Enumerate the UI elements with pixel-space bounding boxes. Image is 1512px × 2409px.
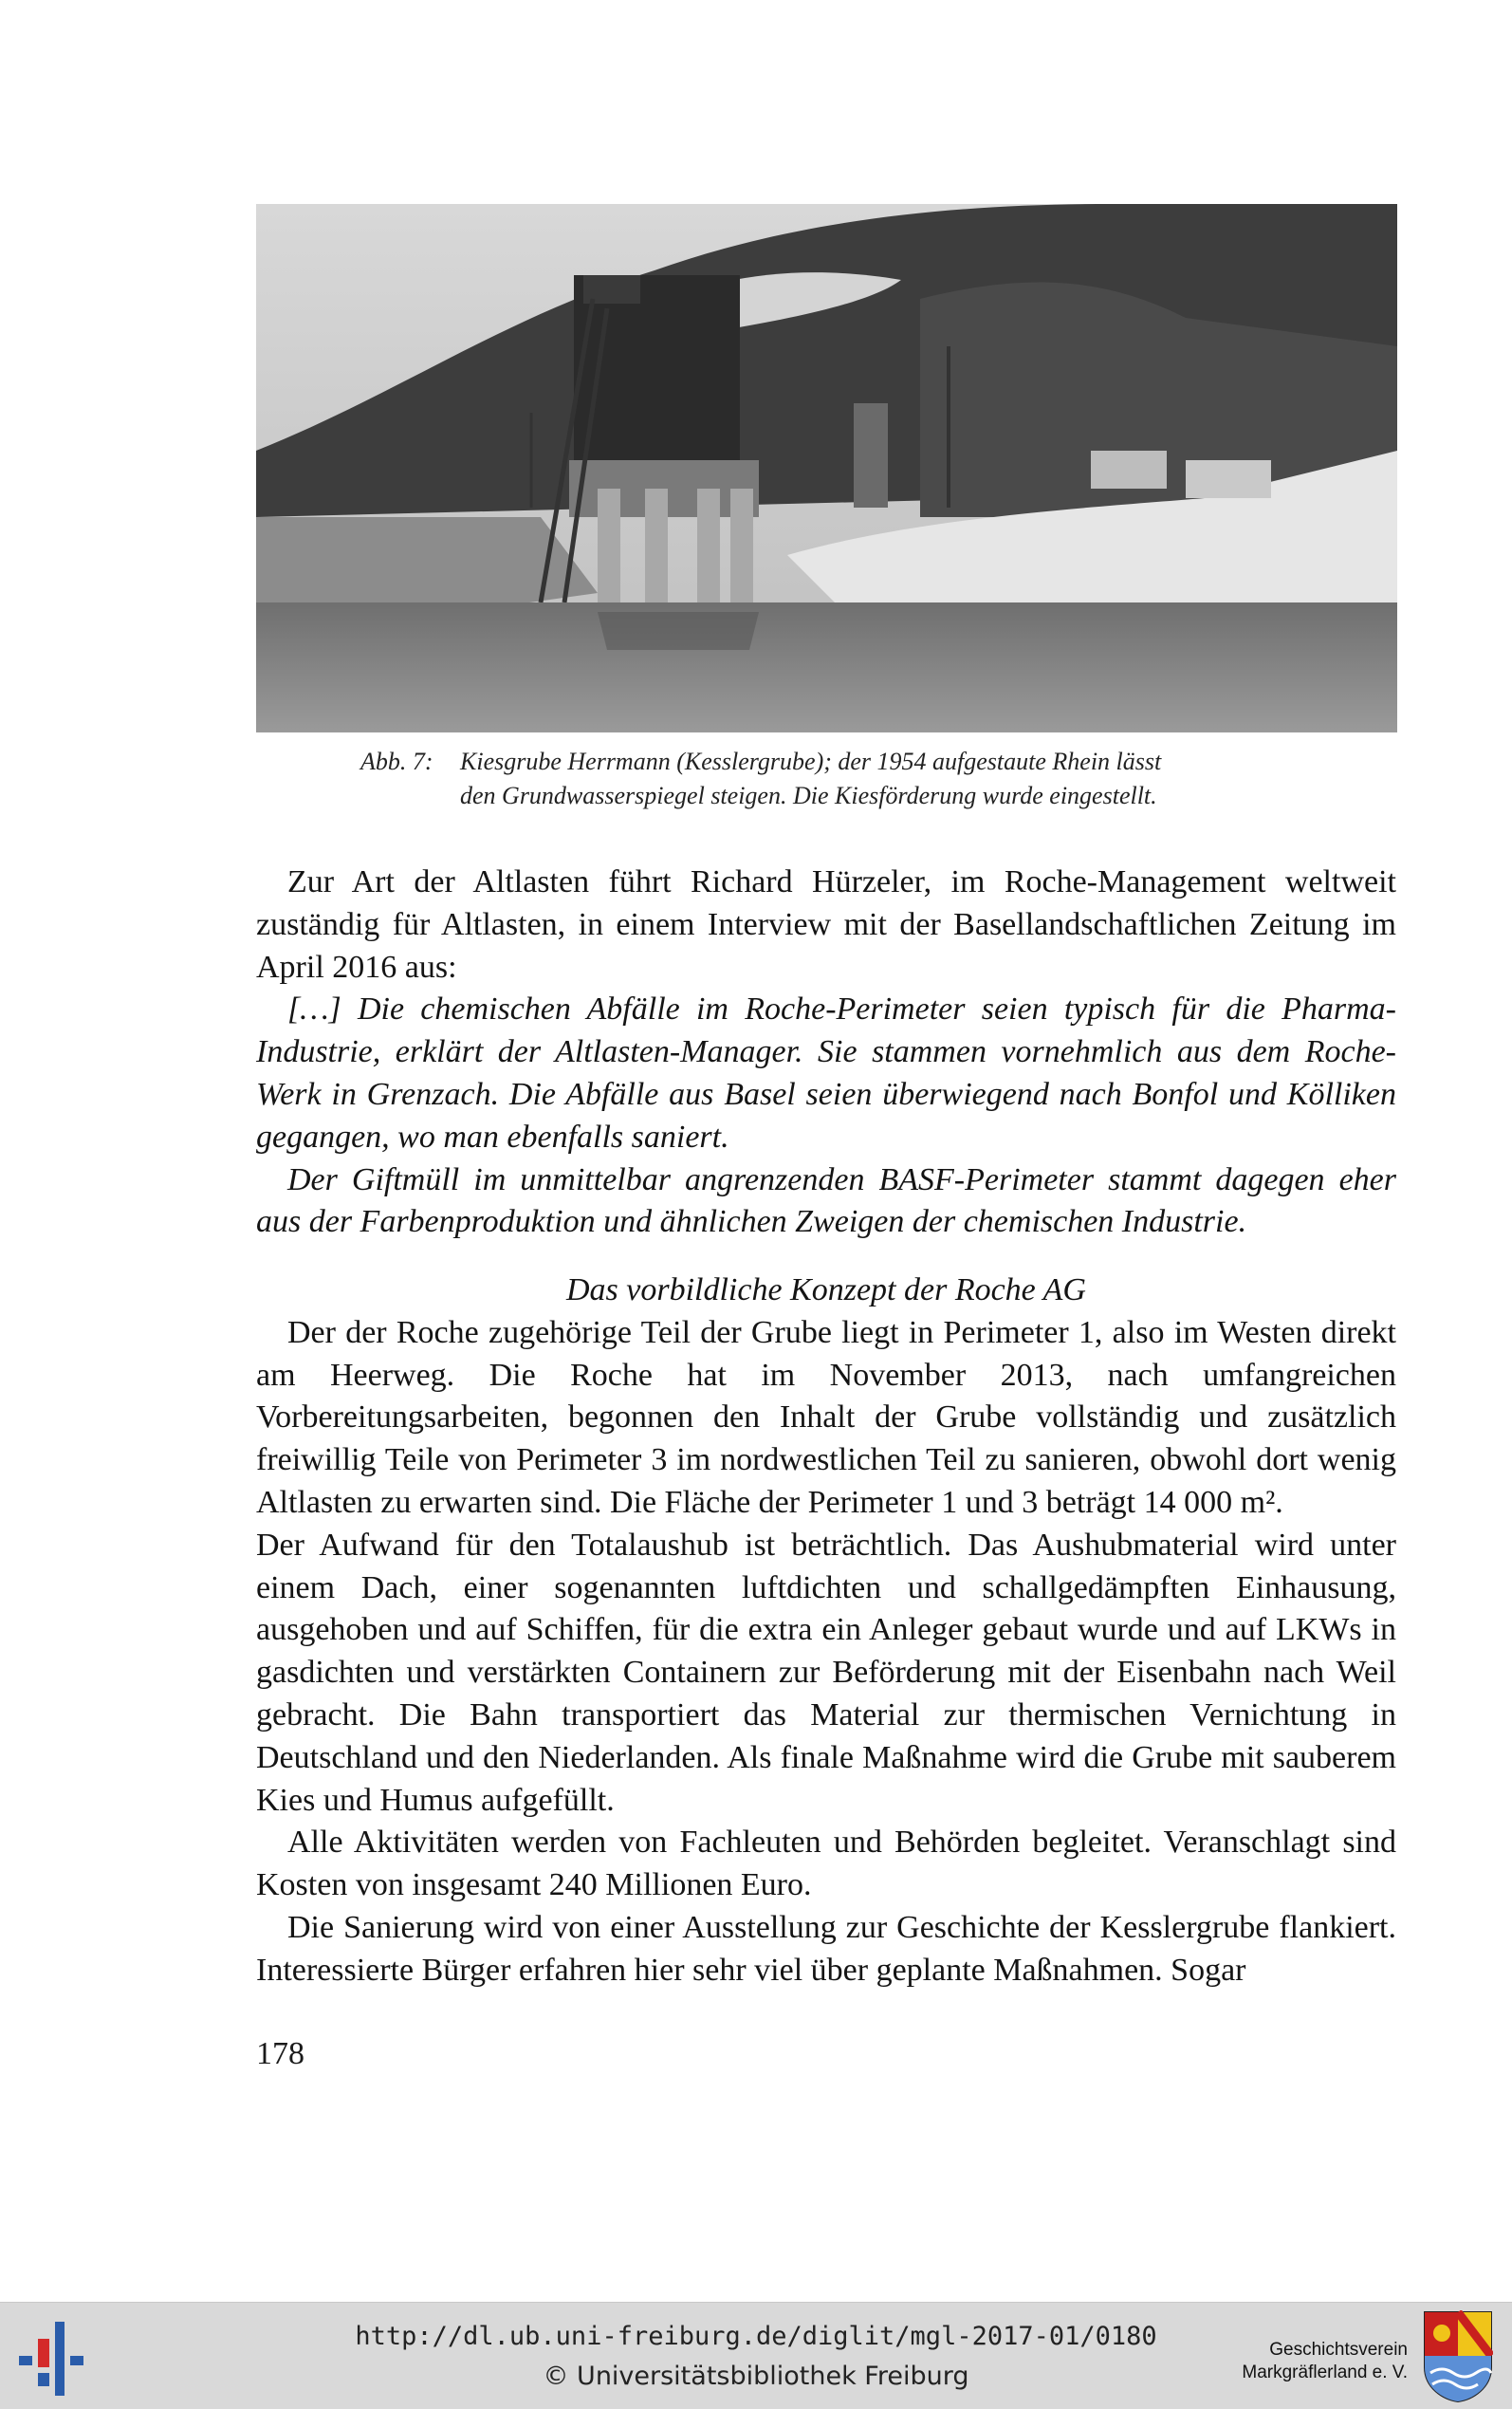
section-paragraph: Der der Roche zugehörige Teil der Grube liegt in Perimeter 1, also im Westen direkt am Heerweg. Die Roche hat im November 2013, nach umfangreichen Vorbereitungsarbeiten, begonnen den Inhalt der Grube vollständig und zusätzlich freiwillig Teile von Perimeter 3 im nordwestlichen Teil zu sanieren, obwohl dort wenig Altlasten zu erwarten sind. Die Fläche der Perimeter 1 und 3 beträgt 14 000 m². xyxy=(256,1314,1396,1520)
page-number: 178 xyxy=(256,2036,304,2071)
verein-line-1: Geschichtsverein xyxy=(1269,2340,1408,2360)
paragraph-intro: Zur Art der Altlasten führt Richard Hürzeler, im Roche-Management weltweit zuständig für Altlasten, in einem Interview mit der Basellandschaftlichen Zeitung im April 2016 aus: xyxy=(256,864,1396,985)
caption-line-1: Kiesgrube Herrmann (Kesslergrube); der 1954 aufgestaute Rhein lässt xyxy=(460,748,1162,775)
caption-line-2: den Grundwasserspiegel steigen. Die Kiesförderung wurde eingestellt. xyxy=(460,782,1157,809)
paragraph-quote-1: […] Die chemischen Abfälle im Roche-Perimeter seien typisch für die Pharma-Industrie, erklärt der Altlasten-Manager. Sie stammen vornehmlich aus dem Roche-Werk in Grenzach. Die Abfälle aus Basel seien überwiegend nach Bonfol und Kölliken gegangen, wo man ebenfalls saniert. xyxy=(256,991,1396,1155)
section-text-block xyxy=(256,1269,1396,1992)
section-paragraph: Alle Aktivitäten werden von Fachleuten und Behörden begleitet. Veranschlagt sind Kosten von insgesamt 240 Millionen Euro. xyxy=(256,1825,1396,1903)
intro-text-block xyxy=(256,862,1396,1244)
footer-bar xyxy=(0,2302,1512,2409)
section-paragraph: Der Aufwand für den Totalaushub ist beträchtlich. Das Aushubmaterial wird unter einem Dach, einer sogenannten luftdichten und schallgedämpften Einhausung, ausgehoben und auf Schiffen, für die extra ein Anleger gebaut wurde und auf LKWs in gasdichten und verstärkten Containern zur Beförderung mit der Eisenbahn nach Weil gebracht. Die Bahn transportiert das Material zur thermischen Vernichtung in Deutschland und den Niederlanden. Als finale Maßnahme wird die Grube mit sauberem Kies und Humus aufgefüllt. xyxy=(256,1527,1396,1818)
section-heading: Das vorbildliche Konzept der Roche AG xyxy=(565,1272,1086,1307)
footer-copyright: © Universitätsbibliothek Freiburg xyxy=(543,2362,969,2391)
caption-label: Abb. 7: xyxy=(360,748,433,775)
coat-of-arms-icon xyxy=(1423,2310,1493,2403)
gravel-pit-photo xyxy=(256,204,1397,732)
section-paragraph: Die Sanierung wird von einer Ausstellung zur Geschichte der Kesslergrube flankiert. Interessierte Bürger erfahren hier sehr viel über geplante Maßnahmen. Sogar xyxy=(256,1909,1396,1988)
verein-line-2: Markgräflerland e. V. xyxy=(1242,2363,1408,2382)
verein-name xyxy=(1218,2339,1408,2384)
figure-photo xyxy=(256,204,1397,732)
footer-url-link[interactable]: http://dl.ub.uni-freiburg.de/diglit/mgl-2017-01/0180 xyxy=(355,2322,1157,2351)
figure-caption xyxy=(360,745,1309,813)
paragraph-quote-2: Der Giftmüll im unmittelbar angrenzenden BASF-Perimeter stammt dagegen eher aus der Farbenproduktion und ähnlichen Zweigen der chemischen Industrie. xyxy=(256,1161,1396,1240)
